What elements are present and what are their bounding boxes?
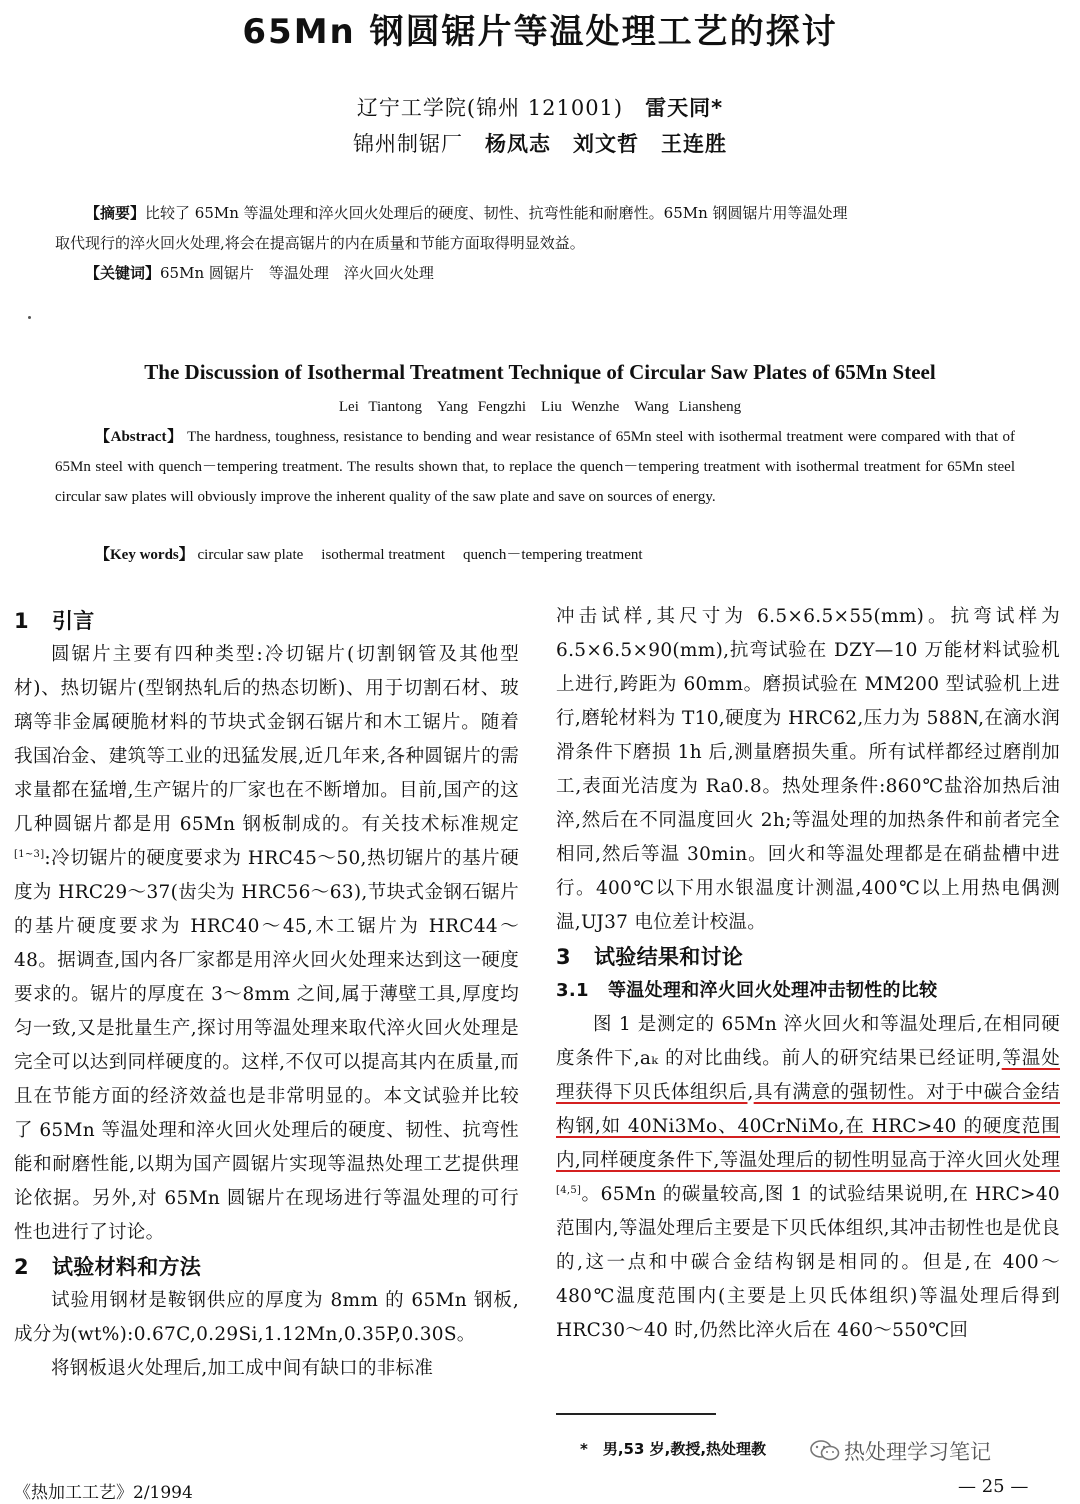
abstract-tag: 【摘要】 xyxy=(85,204,146,222)
abstract-text-line-1: 比较了 65Mn 等温处理和淬火回火处理后的硬度、韧性、抗弯性能和耐磨性。65Mn 钢圆锯片用等温处理 xyxy=(145,204,848,222)
author-line-1 xyxy=(0,92,1080,122)
author-footnote: * 男,53 岁,教授,热处理教 xyxy=(580,1440,767,1458)
author-name-4: 王连胜 xyxy=(661,132,727,156)
journal-footer: 《热加工工艺》2/1994 xyxy=(14,1483,193,1503)
keywords-tag: 【关键词】 xyxy=(85,264,161,282)
section-2-heading: 2 试验材料和方法 xyxy=(14,1255,202,1279)
page-number: — 25 — xyxy=(958,1476,1029,1497)
english-title: The Discussion of Isothermal Treatment Technique of Circular Saw Plates of 65Mn Steel xyxy=(144,360,936,384)
section-2-paragraph-2-cont: 冲击试样,其尺寸为 6.5×6.5×55(mm)。抗弯试样为 6.5×6.5×90(mm),抗弯试验在 DZY—10 万能材料试验机上进行,跨距为 60mm。磨损试验在 MM200 型试验机上进行,磨轮材料为 T10,硬度为 HRC62,压力为 588N,在滴水润滑条件下磨损 1h 后,测量磨损失重。所有试样都经过磨削加工,表面光洁度为 Ra0.8。热处理条件:860℃盐浴加热后油淬,然后在不同温度回火 2h;等温处理的加热条件和前者完全相同,然后等温 30min。回火和等温处理都是在硝盐槽中进行。400℃以下用水银温度计测温,400℃以上用热电偶测温,UJ37 电位差计校温。 xyxy=(556,606,1060,933)
english-authors: Lei Tiantong Yang Fengzhi Liu Wenzhe Wang Liansheng xyxy=(338,399,742,415)
author-name-1: 雷天同* xyxy=(645,96,724,120)
author-name-3: 刘文哲 xyxy=(573,132,639,156)
chinese-abstract xyxy=(55,198,1025,288)
left-column xyxy=(14,604,519,1386)
section-2-paragraph-2-start: 将钢板退火处理后,加工成中间有缺口的非标准 xyxy=(51,1358,434,1379)
english-abstract xyxy=(55,422,1015,512)
red-underline-2: 具有满意的强韧性。对于中碳合金结构钢,如 40Ni3Mo、40CrNiMo,在 HRC>40 的硬度范围内,同样硬度条件下,等温处理后的韧性明显高于淬火回火处理 xyxy=(556,1082,1060,1171)
citation-1-3: [1~3] xyxy=(14,848,45,860)
footnote-rule xyxy=(556,1413,716,1415)
section-3-1-heading: 3.1 等温处理和淬火回火处理冲击韧性的比较 xyxy=(556,980,938,1001)
citation-4-5: [4,5] xyxy=(556,1184,582,1196)
section-1-heading: 1 引言 xyxy=(14,609,95,633)
english-abstract-text: The hardness, toughness, resistance to bending and wear resistance of 65Mn steel with isothermal treatment were compared with that of 65Mn steel with quench－tempering treatment. The results shown that, to replace the quench－tempering treatment with isothermal treatment for 65Mn steel circular saw plates will obviously improve the inherent quality of the saw plate and save on sources of energy. xyxy=(55,429,1016,505)
english-keyword-3: quench－tempering treatment xyxy=(463,547,643,563)
english-abstract-tag: 【Abstract】 xyxy=(95,429,183,445)
english-keywords-tag: 【Key words】 xyxy=(95,547,194,563)
section-3-heading: 3 试验结果和讨论 xyxy=(556,945,744,969)
right-column xyxy=(556,600,1060,1348)
abstract-text-line-2: 取代现行的淬火回火处理,将会在提高锯片的内在质量和节能方面取得明显效益。 xyxy=(55,234,585,252)
paper-title: 65Mn 钢圆锯片等温处理工艺的探讨 xyxy=(242,12,838,52)
section-2-paragraph-1: 试验用钢材是鞍钢供应的厚度为 8mm 的 65Mn 钢板,成分为(wt%):0.67C,0.29Si,1.12Mn,0.35P,0.30S。 xyxy=(14,1290,519,1345)
wechat-icon xyxy=(810,1440,840,1462)
author-line-2 xyxy=(0,128,1080,158)
section-3-1-paragraph: 图 1 是测定的 65Mn 淬火回火和等温处理后,在相同硬度条件下,aₖ 的对比曲线。前人的研究结果已经证明,等温处理获得下贝氏体组织后,具有满意的强韧性。对于中碳合金结构钢,如 40Ni3Mo、40CrNiMo,在 HRC>40 的硬度范围内,同样硬度条件下,等温处理后的韧性明显高于淬火回火处理[4,5]。65Mn 的碳量较高,图 1 的试验结果说明,在 HRC>40 范围内,等温处理后主要是下贝氏体组织,其冲击韧性也是优良的,这一点和中碳合金结构钢是相同的。但是,在 400～480℃温度范围内(主要是上贝氏体组织)等温处理后得到 HRC30～40 时,仍然比淬火后在 460～550℃回 xyxy=(556,1014,1060,1341)
author-name-2: 杨凤志 xyxy=(485,132,551,156)
watermark-text: 热处理学习笔记 xyxy=(844,1440,991,1464)
affiliation-2: 锦州制锯厂 xyxy=(353,132,463,156)
english-keyword-2: isothermal treatment xyxy=(321,547,445,563)
section-1-paragraph: 圆锯片主要有四种类型:冷切锯片(切割钢管及其他型材)、热切锯片(型钢热轧后的热态切断)、用于切割石材、玻璃等非金属硬脆材料的节块式金钢石锯片和木工锯片。随着我国冶金、建筑等工业的迅猛发展,近几年来,各种圆锯片的需求量都在猛增,生产锯片的厂家也在不断增加。目前,国产的这几种圆锯片都是用 65Mn 钢板制成的。有关技术标准规定[1~3]:冷切锯片的硬度要求为 HRC45～50,热切锯片的基片硬度为 HRC29～37(齿尖为 HRC56～63),节块式金钢石锯片的基片硬度要求为 HRC40～45,木工锯片为 HRC44～48。据调查,国内各厂家都是用淬火回火处理来达到这一硬度要求的。锯片的厚度在 3～8mm 之间,属于薄壁工具,厚度均匀一致,又是批量生产,探讨用等温处理来取代淬火回火处理是完全可以达到同样硬度的。这样,不仅可以提高其内在质量,而且在节能方面的经济效益也是非常明显的。本文试验并比较了 65Mn 等温处理和淬火回火处理后的硬度、韧性、抗弯性能和耐磨性能,以期为国产圆锯片实现等温热处理工艺提供理论依据。另外,对 65Mn 圆锯片在现场进行等温处理的可行性也进行了讨论。 xyxy=(14,644,519,1243)
keywords-text: 65Mn 圆锯片 等温处理 淬火回火处理 xyxy=(160,264,434,282)
english-keywords xyxy=(95,543,643,564)
watermark xyxy=(810,1436,991,1466)
affiliation-1: 辽宁工学院(锦州 121001) xyxy=(356,96,624,120)
english-keyword-1: circular saw plate xyxy=(197,547,304,563)
scan-speck xyxy=(28,316,31,319)
red-underline-1: 等温处理获得下贝氏体组织后 xyxy=(556,1048,1060,1103)
